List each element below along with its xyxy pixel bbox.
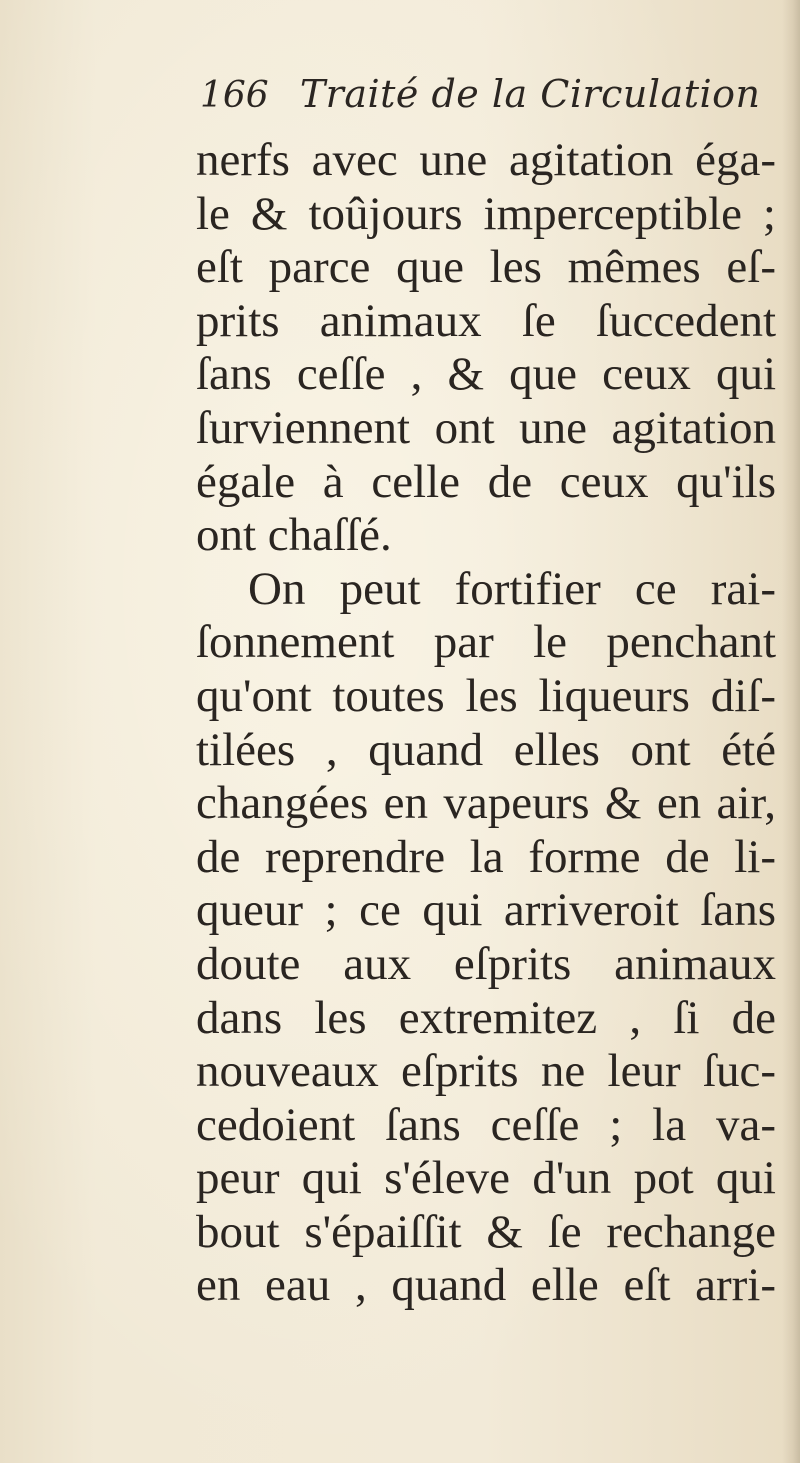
text-line-2: le & toûjours imperceptible ; — [196, 187, 776, 240]
text-line-4: prits animaux ſe ſuccedent — [196, 294, 776, 347]
text-line-9: On peut fortifier ce rai- — [248, 562, 776, 615]
text-line-8: ont chaſſé. — [196, 509, 392, 562]
text-line-10: ſonnement par le penchant — [196, 616, 776, 669]
text-line-12: tilées , quand elles ont été — [196, 723, 776, 776]
text-line-15: queur ; ce qui arriveroit ſans — [196, 884, 776, 937]
text-line-3: eſt parce que les mêmes eſ- — [196, 241, 776, 294]
text-line-19: cedoient ſans ceſſe ; la va- — [196, 1098, 776, 1151]
text-line-21: bout s'épaiſſit & ſe rechange — [196, 1205, 776, 1258]
running-head — [200, 72, 760, 132]
page-number: 166 — [200, 75, 269, 116]
text-line-17: dans les extremitez , ſi de — [196, 991, 776, 1044]
body-text — [196, 134, 776, 1313]
text-line-5: ſans ceſſe , & que ceux qui — [196, 348, 776, 401]
running-title: Traité de la Circulation — [299, 72, 761, 116]
text-line-7: égale à celle de ceux qu'ils — [196, 455, 776, 508]
text-line-20: peur qui s'éleve d'un pot qui — [196, 1152, 776, 1205]
text-line-22: en eau , quand elle eſt arri- — [196, 1259, 776, 1312]
text-line-11: qu'ont toutes les liqueurs diſ- — [196, 669, 776, 722]
text-line-13: changées en vapeurs & en air, — [196, 777, 776, 830]
text-line-18: nouveaux eſprits ne leur ſuc- — [196, 1045, 776, 1098]
text-line-1: nerfs avec une agitation éga- — [196, 134, 776, 186]
text-line-14: de reprendre la forme de li- — [196, 830, 776, 883]
text-line-6: ſurviennent ont une agitation — [196, 401, 776, 454]
page-edge-shadow — [782, 0, 800, 1463]
text-line-16: doute aux eſprits animaux — [196, 937, 776, 990]
